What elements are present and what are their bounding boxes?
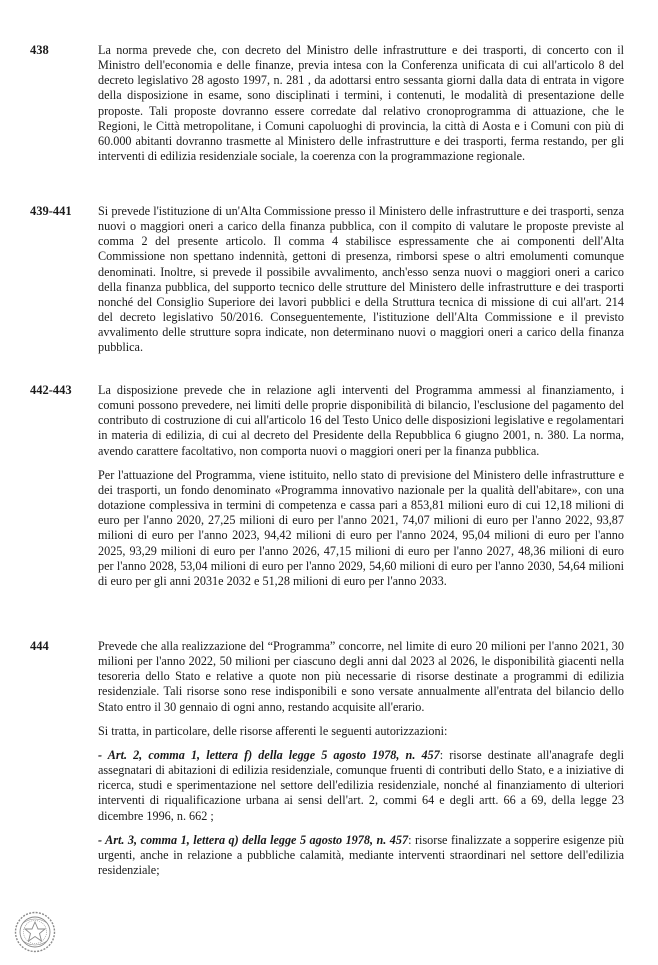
section-body — [98, 43, 624, 164]
paragraph: Prevede che alla realizzazione del “Programma” concorre, nel limite di euro 20 milioni per l'anno 2021, 30 milioni per l'anno 2022, 50 milioni per ciascuno degli anni dal 2023 al 2026, le disponibilità giacenti nella tesoreria dello Stato e relative a quote non più necessarie di risorse destinate a programmi di edilizia residenziale. Tali risorse sono rese indisponibili e sono versate annualmente all'entrata del bilancio dello Stato entro il 30 gennaio di ogni anno, restando acquisite all'erario. — [98, 639, 624, 714]
paragraph: Si tratta, in particolare, delle risorse afferenti le seguenti autorizzazioni: — [98, 723, 448, 738]
section-number: 439-441 — [30, 204, 72, 218]
list-item-text: : risorse finalizzate a sopperire esigenze più urgenti, anche in relazione a pubbliche calamità, mediante interventi straordinari nel settore dell'edilizia residenziale; — [98, 832, 624, 878]
paragraph: Si prevede l'istituzione di un'Alta Commissione presso il Ministero delle infrastrutture e dei trasporti, senza nuovi o maggiori oneri a carico della finanza pubblica, con il compito di valutare le proposte previste al comma 2 del presente articolo. Il comma 4 stabilisce espressamente che ai componenti dell'Alta Commissione non spettano indennità, gettoni di presenza, rimborsi spese o altri emolumenti comunque denominati. Inoltre, si prevede il possibile avvalimento, anch'esso senza nuovi o maggiori oneri a carico della finanza pubblica, del supporto tecnico delle strutture del Ministero delle infrastrutture e dei trasporti nonché del Consiglio Superiore dei lavori pubblici e della Struttura tecnica di missione di cui all'art. 214 del decreto legislativo 50/2016. Conseguentemente, l'istituzione dell'Alta Commissione e il previsto avvalimento delle strutture sopra indicate, non determinano nuovi o maggiori oneri a carico della finanza pubblica. — [98, 204, 624, 355]
section-number: 442-443 — [30, 383, 72, 397]
law-reference: - Art. 2, comma 1, lettera f) della legge 5 agosto 1978, n. 457 — [98, 747, 440, 762]
paragraph: La disposizione prevede che in relazione agli interventi del Programma ammessi al finanziamento, i comuni possono prevedere, nei limiti delle proprie disponibilità di bilancio, l'esclusione del pagamento del contributo di costruzione di cui all'articolo 16 del Testo Unico delle disposizioni legislative e regolamentari in materia di edilizia, di cui al decreto del Presidente della Repubblica 6 giugno 2001, n. 380. La norma, avendo carattere facoltativo, non comporta nuovi o maggiori oneri per la finanza pubblica. — [98, 383, 624, 458]
section-body — [98, 639, 624, 878]
list-item-text: : risorse destinate all'anagrafe degli assegnatari di abitazioni di edilizia residenziale, comunque fruenti di contributi dello Stato, e a iniziative di ricerca, studi e sperimentazione nel settore dell'edilizia residenziale, nonché al finanziamento di ulteriori interventi di riqualificazione urbana ai sensi dell'art. 2, commi 64 e degli artt. 66 a 69, della legge 23 dicembre 1996, n. 662 ; — [98, 747, 624, 823]
list-item — [98, 748, 624, 824]
section-number: 438 — [30, 43, 49, 57]
list-item — [98, 833, 624, 878]
paragraph: Per l'attuazione del Programma, viene istituito, nello stato di previsione del Ministero delle infrastrutture e dei trasporti, un fondo denominato «Programma innovativo nazionale per la qualità dell'abitare», con una dotazione complessiva in termini di competenza e cassa pari a 853,81 milioni euro di cui 12,18 milioni di euro per l'anno 2020, 27,25 milioni di euro per l'anno 2021, 74,07 milioni di euro per l'anno 2022, 93,87 milioni di euro per l'anno 2023, 94,42 milioni di euro per l'anno 2024, 95,04 milioni di euro per l'anno 2025, 93,29 milioni di euro per l'anno 2026, 47,15 milioni di euro per l'anno 2027, 48,36 milioni di euro per l'anno 2028, 53,04 milioni di euro per l'anno 2029, 54,60 milioni di euro per l'anno 2030, 54,64 milioni di euro per gli anni 2031e 2032 e 51,28 milioni di euro per l'anno 2033. — [98, 467, 624, 588]
section-body — [98, 383, 624, 589]
law-reference: - Art. 3, comma 1, lettera q) della legge 5 agosto 1978, n. 457 — [98, 832, 409, 847]
official-seal-icon — [14, 911, 56, 953]
section-body — [98, 204, 624, 356]
section-number: 444 — [30, 639, 49, 653]
paragraph: La norma prevede che, con decreto del Ministro delle infrastrutture e dei trasporti, di concerto con il Ministro dell'economia e delle finanze, previa intesa con la Conferenza unificata di cui all'articolo 8 del decreto legislativo 28 agosto 1997, n. 281 , da adottarsi entro sessanta giorni dalla data di entrata in vigore della disposizione in esame, sono disciplinati i termini, i contenuti, le modalità di presentazione delle proposte. Tali proposte dovranno essere corredate dal relativo cronoprogramma di attuazione, che le Regioni, le Città metropolitane, i Comuni capoluoghi di provincia, la città di Aosta e i Comuni con più di 60.000 abitanti dovranno trasmette al Ministero delle infrastrutture e dei trasporti, ferma restando, per gli interventi di edilizia residenziale sociale, la coerenza con la programmazione regionale. — [98, 43, 624, 164]
